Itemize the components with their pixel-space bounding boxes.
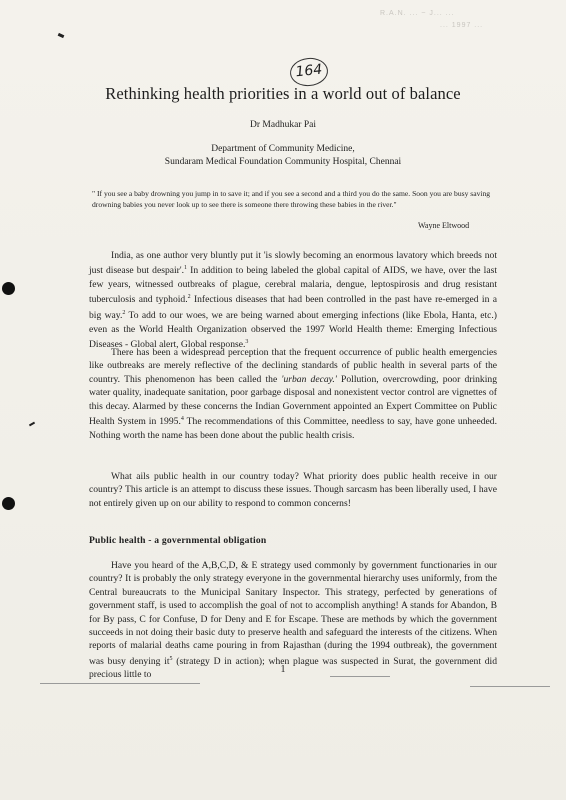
- section-heading: Public health - a governmental obligation: [89, 535, 267, 546]
- reference-5: 4: [180, 416, 184, 423]
- header-stamp-line-1: R.A.N. ... ~ J... ...: [380, 10, 455, 17]
- scan-mark-top: [58, 33, 65, 38]
- header-stamp: [380, 8, 560, 48]
- epigraph-attribution: Wayne Eltwood: [418, 221, 470, 230]
- paragraph-1-part-d: To add to our woes, we are being warned about emerging infections (like Ebola, Hanta, etc.) even as the World Health Organization observed the 1997 World Health theme: Emerging Infectious Diseases - Global alert, Global response.: [89, 310, 497, 351]
- scan-streak-1: [40, 683, 200, 684]
- author-name: Dr Madhukar Pai: [250, 120, 316, 130]
- paragraph-2-part-c: The recommendations of this Committee, needless to say, have gone unheeded. Nothing worth the name has been done about the public health crisis.: [89, 416, 497, 441]
- paragraph-2-part-a: There has been a widespread perception that the frequent occurrence of public health emergencies like outbreaks are merely reflective of the declining standards of public health in several parts of the country. This phenomenon has been called the: [89, 347, 497, 385]
- paragraph-3: What ails public health in our country today? What priority does public health receive in our country? This article is an attempt to discuss these issues. Though sarcasm has been liberally used, I have not entirely given up on our ability to respond to common concerns!: [89, 471, 497, 509]
- reference-2: 2: [187, 294, 191, 301]
- affiliation-institution: Sundaram Medical Foundation Community Hospital, Chennai: [164, 157, 402, 167]
- binder-hole-bottom: [2, 497, 15, 510]
- paragraph-2: [89, 346, 497, 442]
- reference-6: 5: [169, 655, 173, 662]
- reference-3: 2: [122, 310, 126, 316]
- paragraph-1-part-a: India, as one author very bluntly put it 'is slowly becoming an enormous lavatory which breeds not just disease but despair'.: [89, 250, 497, 277]
- urban-decay-term: 'urban decay.': [281, 373, 337, 385]
- paragraph-1: [89, 249, 497, 352]
- header-stamp-line-2: ... 1997 ...: [440, 22, 484, 29]
- paragraph-2-part-b: Pollution, overcrowding, poor drinking water quality, inadequate sanitation, poor garbage disposal and nonexistent vector control are vignettes of this decay. Alarmed by these concerns the Indian Government appointed an Expert Committee on Public Health System in 1995.: [89, 373, 497, 428]
- author-affiliation: [0, 143, 566, 169]
- scan-streak-3: [470, 686, 550, 687]
- scan-mark-left: [29, 422, 35, 427]
- binder-hole-top: [2, 282, 15, 295]
- reference-4: 3: [245, 339, 249, 345]
- epigraph-quote: " If you see a baby drowning you jump in to save it; and if you see a second and a third you do the same. Soon you are busy saving drowning babies you never look up to see there is someone there throwing these babies in the river.": [92, 189, 491, 209]
- article-title: Rethinking health priorities in a world out of balance: [105, 84, 461, 103]
- paragraph-1-part-b: In addition to being labeled the global capital of AIDS, we have, over the last few years, witnessed outbreaks of plague, cerebral malaria, dengue, leptospirosis and drug resistant tuberculosis and typhoid.: [89, 265, 497, 306]
- page-number: 1: [280, 664, 286, 675]
- paragraph-4-part-a: Have you heard of the A,B,C,D, & E strategy used commonly by government functionaries in our country? It is probably the only strategy everyone in the governmental hierarchy uses uniformly, from the Central bureaucrats to the Municipal Sanitary Inspector. This strategy, perfected by generations of government staff, is used to accomplish the goal of not to accomplish anything! A stands for Abandon, B for By pass, C for Confuse, D for Deny and E for Escape. These are methods by which the government succeeds in not doing their basic duty to preserve health and safeguard the interests of the citizens. When reports of malarial deaths came pouring in from Rajasthan (during the 1994 outbreak), the government was busy denying it: [89, 560, 497, 668]
- reference-1: 1: [184, 265, 188, 272]
- paragraph-1-part-c: Infectious diseases that had been controlled in the past have re-emerged in a big way.: [89, 294, 497, 322]
- paragraph-4-part-b: (strategy D in action); when plague was suspected in Surat, the government did precious little to: [89, 656, 497, 681]
- affiliation-department: Department of Community Medicine,: [211, 144, 355, 154]
- scan-streak-2: [330, 676, 390, 677]
- handwritten-page-annotation: 164: [289, 56, 330, 88]
